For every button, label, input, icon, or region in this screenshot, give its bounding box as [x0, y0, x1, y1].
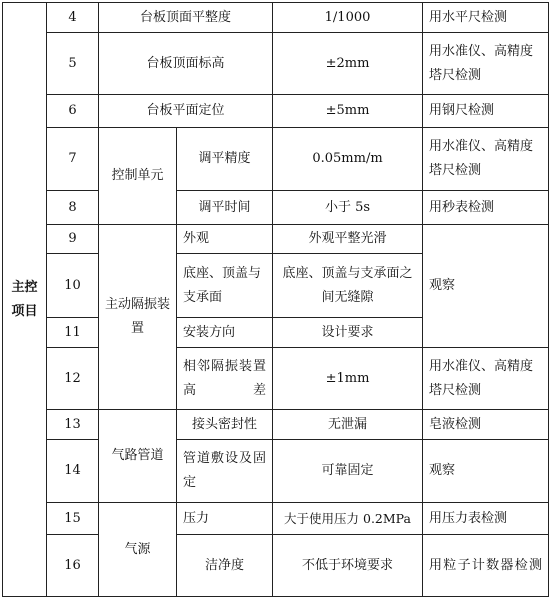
inspection-table: [2, 2, 549, 597]
criterion-cell: ±5mm: [273, 95, 423, 128]
sub-item-cell: 洁净度: [177, 535, 273, 597]
sub-item-cell: 调平精度: [177, 128, 273, 191]
table-row: [3, 95, 549, 128]
group-cell-air-pipeline: 气路管道: [99, 410, 177, 503]
group-cell-control-unit: 控制单元: [99, 128, 177, 225]
group-cell-air-source: 气源: [99, 503, 177, 597]
item-cell: 台板顶面平整度: [99, 3, 273, 33]
category-cell: 主控项目: [3, 3, 47, 597]
row-number: 12: [47, 348, 99, 410]
row-number: 10: [47, 254, 99, 318]
sub-item-cell: 管道敷设及固定: [177, 440, 273, 503]
table-row: [3, 410, 549, 440]
sub-item-cell: 接头密封性: [177, 410, 273, 440]
row-number: 14: [47, 440, 99, 503]
method-cell: 观察: [423, 440, 549, 503]
method-cell: 观察: [423, 225, 549, 348]
sub-item-cell: 相邻隔振装置高差: [177, 348, 273, 410]
item-cell: 台板顶面标高: [99, 33, 273, 95]
criterion-cell: 可靠固定: [273, 440, 423, 503]
criterion-cell: 外观平整光滑: [273, 225, 423, 254]
row-number: 8: [47, 191, 99, 225]
row-number: 11: [47, 318, 99, 348]
table-row: [3, 535, 549, 597]
sub-item-cell: 压力: [177, 503, 273, 535]
method-cell: 用水准仪、高精度塔尺检测: [423, 33, 549, 95]
table-row: [3, 191, 549, 225]
method-cell: 用水准仪、高精度塔尺检测: [423, 348, 549, 410]
item-cell: 台板平面定位: [99, 95, 273, 128]
criterion-cell: 1/1000: [273, 3, 423, 33]
criterion-cell: 底座、顶盖与支承面之间无缝隙: [273, 254, 423, 318]
row-number: 9: [47, 225, 99, 254]
table-row: [3, 225, 549, 254]
row-number: 6: [47, 95, 99, 128]
method-cell: 用秒表检测: [423, 191, 549, 225]
criterion-cell: 无泄漏: [273, 410, 423, 440]
table-row: [3, 3, 549, 33]
criterion-cell: 大于使用压力 0.2MPa: [273, 503, 423, 535]
method-cell: 用粒子计数器检测: [423, 535, 549, 597]
criterion-cell: ±1mm: [273, 348, 423, 410]
table-row: [3, 348, 549, 410]
row-number: 15: [47, 503, 99, 535]
method-cell: 用水平尺检测: [423, 3, 549, 33]
sub-item-cell: 外观: [177, 225, 273, 254]
method-cell: 用压力表检测: [423, 503, 549, 535]
row-number: 16: [47, 535, 99, 597]
row-number: 13: [47, 410, 99, 440]
table-row: [3, 503, 549, 535]
table-row: [3, 33, 549, 95]
method-cell: 皂液检测: [423, 410, 549, 440]
sub-item-cell: 底座、顶盖与支承面: [177, 254, 273, 318]
row-number: 4: [47, 3, 99, 33]
criterion-cell: ±2mm: [273, 33, 423, 95]
row-number: 7: [47, 128, 99, 191]
criterion-cell: 0.05mm/m: [273, 128, 423, 191]
method-cell: 用水准仪、高精度塔尺检测: [423, 128, 549, 191]
group-cell-active-isolator: 主动隔振装置: [99, 225, 177, 410]
table-row: [3, 440, 549, 503]
row-number: 5: [47, 33, 99, 95]
sub-item-cell: 调平时间: [177, 191, 273, 225]
criterion-cell: 设计要求: [273, 318, 423, 348]
criterion-cell: 小于 5s: [273, 191, 423, 225]
table-row: [3, 128, 549, 191]
method-cell: 用钢尺检测: [423, 95, 549, 128]
criterion-cell: 不低于环境要求: [273, 535, 423, 597]
sub-item-cell: 安装方向: [177, 318, 273, 348]
